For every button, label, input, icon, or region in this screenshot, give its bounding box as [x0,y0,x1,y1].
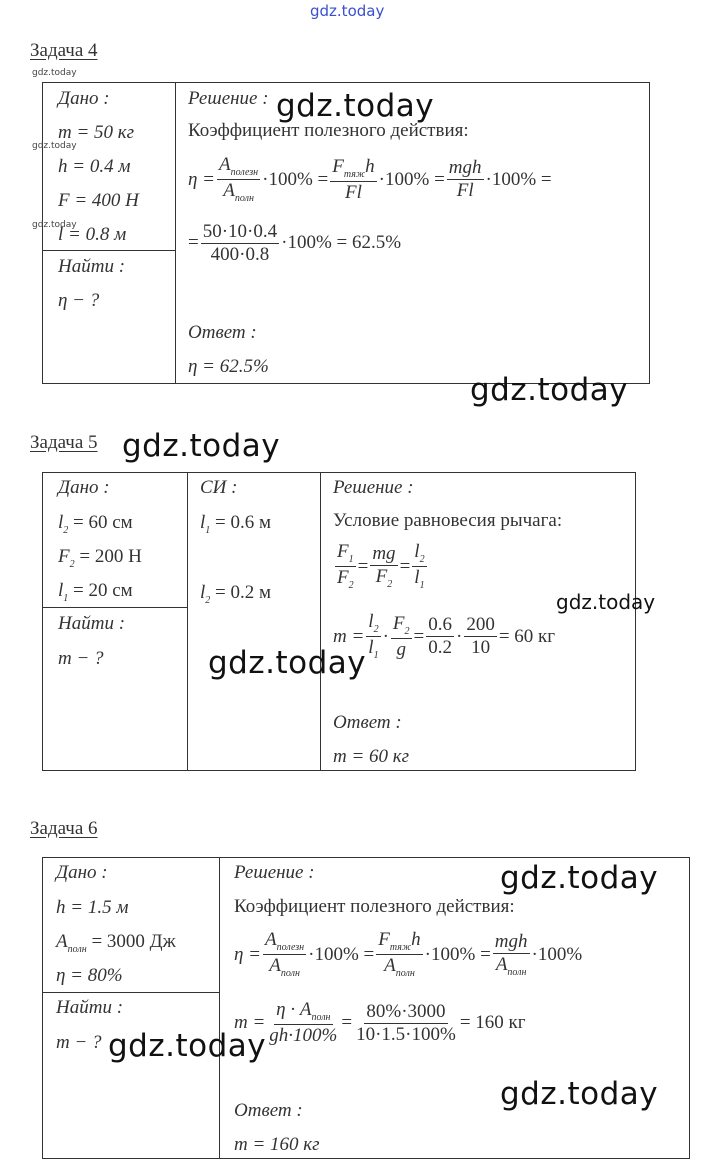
solution-text: Коэффициент полезного действия: [234,896,515,917]
equation-efficiency: η = $\frac{A_{полезн}}{A_{полн}}$ ·100% = $\frac{F_{тяж}h}{Fl}$ ·100% = $\frac{\text{mgh}}{Fl}$ ·100% = [188,154,552,205]
watermark-top: gdz.today [310,2,385,20]
given-efficiency: η = 80% [56,965,123,986]
answer-value: η = 62.5% [188,356,269,377]
watermark: gdz.today [500,860,659,896]
answer-label: Ответ : [333,712,402,733]
row-divider [42,250,175,251]
watermark-small: gdz.today [32,220,77,230]
given-label: Дано : [58,88,110,109]
given-work: $A_{полн} = 3000$ Дж [56,931,176,955]
given-length: l = 0.8 м [58,224,127,245]
given-l2: $l_2 = 60$ см [58,512,133,536]
watermark: gdz.today [108,1028,267,1064]
equation-result: = $\frac{50\cdot 10\cdot 0.4}{400\cdot 0.8}$ ·100% = 62.5% [188,221,402,265]
given-height: h = 1.5 м [56,897,129,918]
task-4-heading: Задача 4 [30,40,98,61]
column-divider [320,472,321,770]
watermark: gdz.today [470,372,629,408]
solution-label: Решение : [234,862,315,883]
watermark: gdz.today [122,428,281,464]
watermark-small: gdz.today [32,141,77,151]
answer-label: Ответ : [188,322,257,343]
row-divider [42,992,219,993]
given-f2: $F_2 = 200$ Н [58,546,142,570]
equation-equilibrium: $\frac{F_1}{F_2}$ = $\frac{mg}{F_2}$ = $\frac{l_2}{l_1}$ [337,541,425,592]
given-label: Дано : [58,477,110,498]
solution-label: Решение : [188,88,269,109]
find-value: m − ? [56,1032,102,1053]
answer-value: m = 160 кг [234,1134,320,1155]
solution-label: Решение : [333,477,414,498]
equation-mass: m = $\frac{l_2}{l_1}$ · $\frac{F_2}{g}$ = $\frac{0.6}{0.2}$ · $\frac{200}{10}$ = 60 кг [333,611,556,662]
watermark: gdz.today [556,590,656,614]
find-label: Найти : [58,256,126,277]
equation-efficiency: η = $\frac{A_{полезн}}{A_{полн}}$ ·100% = $\frac{F_{тяж}h}{A_{полн}}$ ·100% = $\frac{\text{mgh}}{A_{полн}}$ ·100% [234,929,583,980]
si-l2: $l_2 = 0.2$ м [200,582,272,606]
si-label: СИ : [200,477,238,498]
find-value: m − ? [58,648,104,669]
given-height: h = 0.4 м [58,156,131,177]
find-label: Найти : [58,613,126,634]
equation-mass: m = $\frac{\eta \cdot A_{полн}}{gh\cdot 100\%}$ = $\frac{80\%\cdot 3000}{10\cdot 1.5\cdot 100\%}$ = 160 кг [234,999,526,1047]
watermark-small: gdz.today [32,68,77,78]
task-5-heading: Задача 5 [30,432,98,453]
task-6-heading: Задача 6 [30,818,98,839]
column-divider [175,82,176,383]
given-mass: m = 50 кг [58,122,135,143]
column-divider [219,857,220,1158]
given-label: Дано : [56,862,108,883]
watermark: gdz.today [276,88,435,124]
given-l1: $l_1 = 20$ см [58,580,133,604]
find-value: η − ? [58,290,100,311]
solution-text: Условие равновесия рычага: [333,510,563,531]
given-force: F = 400 Н [58,190,139,211]
answer-value: m = 60 кг [333,746,410,767]
answer-label: Ответ : [234,1100,303,1121]
watermark: gdz.today [500,1076,659,1112]
solution-text: Коэффициент полезного действия: [188,120,469,141]
column-divider [187,472,188,770]
si-l1: $l_1 = 0.6$ м [200,512,272,536]
row-divider [42,607,187,608]
find-label: Найти : [56,997,124,1018]
watermark: gdz.today [208,645,367,681]
